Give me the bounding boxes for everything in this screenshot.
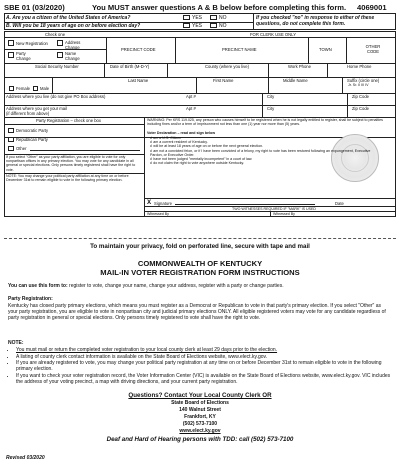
new-registration-label: New Registration xyxy=(16,41,48,46)
female-checkbox[interactable] xyxy=(9,86,14,91)
question-b-yes-checkbox[interactable] xyxy=(183,23,190,28)
party-registration-text: Kentucky has closed party primary elections, which means you must register as a Democrat or Republican to vote in that party's primary election. If you select "Other" as your party registration, you are eligible to vote in nonpartisan city and judicial primary elections ONLY. All eligible registered voters may vote for any candidate regardless of party registration in general or special elections. Only persons timely registered to vote shall have the right to vote. xyxy=(8,303,386,321)
signature-label: Signature xyxy=(154,201,172,206)
witness-heading: TWO WITNESSES REQUIRED IF "MARK" IS USED xyxy=(232,207,317,211)
party-change-label: Party Change xyxy=(16,51,31,61)
note-item: • A listing of county clerk contact information is available on the State Board of Elections website, www.elect.ky.gov. xyxy=(16,354,392,360)
address-live-city-label: City xyxy=(267,94,275,99)
notes-list xyxy=(10,347,392,385)
other-party-label: Other xyxy=(16,146,27,151)
perforated-line xyxy=(4,238,396,239)
question-b: B. Will you be 18 years of age on or before election day? xyxy=(6,23,141,29)
question-b-no-label: NO xyxy=(219,23,227,29)
signature-x: X xyxy=(147,199,152,206)
question-a-yes-label: YES xyxy=(192,15,203,21)
revised-date: Revised 03/2020 xyxy=(6,455,45,461)
board-street: 140 Walnut Street xyxy=(179,407,221,413)
address-mail-zip-label: Zip Code xyxy=(352,106,369,111)
declaration-item: • I do not claim the right to vote anywhere outside Kentucky. xyxy=(150,161,376,165)
eligibility-note: If you checked "no" in response to either of these questions, do not complete this form. xyxy=(256,14,375,27)
note-heading: NOTE: xyxy=(8,340,24,346)
suffix-label: Suffix (circle one) xyxy=(347,78,380,83)
board-website-link[interactable]: www.elect.ky.gov xyxy=(179,428,221,434)
other-party-input[interactable] xyxy=(30,150,140,151)
declaration-heading: Voter Declaration – read and sign below xyxy=(147,131,216,135)
clerk-use-label: FOR CLERK USE ONLY xyxy=(250,32,296,37)
party-registration-heading: Party Registration: xyxy=(8,296,53,302)
female-label: Female xyxy=(16,86,30,91)
democratic-label: Democratic Party xyxy=(16,128,49,133)
questions-heading: Questions? Contact Your Local County Clerk OR xyxy=(128,392,272,399)
democratic-checkbox[interactable] xyxy=(8,128,14,133)
instructions-title-2: MAIL-IN VOTER REGISTRATION FORM INSTRUCTIONS xyxy=(100,268,300,277)
form-number: 4069001 xyxy=(357,3,387,12)
witness-1-label: Witnessed By xyxy=(147,212,169,216)
question-a-no-checkbox[interactable] xyxy=(210,15,217,20)
board-name: State Board of Elections xyxy=(171,400,229,406)
first-name-label: First Name xyxy=(213,78,234,83)
declaration-item: • I am a U.S. Citizen xyxy=(150,136,376,140)
party-change-note: NOTE: You may change your political party affiliation at any time on or before December 31st to remain eligible to vote in the following primary election. xyxy=(6,174,129,183)
witness-2-label: Witnessed By xyxy=(273,212,295,216)
dob-label: Date of Birth (M-D-Y) xyxy=(110,64,150,69)
declaration-item: • I am not a convicted felon, or if I have been convicted of a felony, my right to vote has been restored following an expungement, Executive Pardon, or Executive Order. xyxy=(150,149,376,157)
declaration-item: • I have not been judged "mentally incompetent" in a court of law. xyxy=(150,157,376,161)
warning-text: WARNING: Per KRS 119.025, any person who causes himself to be registered when he is not legally entitled to register, shall be subject to penalties including fines and/or a term of imprisonment not less than one (1) year nor more than (5) years. xyxy=(147,118,383,127)
name-change-checkbox[interactable] xyxy=(57,52,63,58)
declaration-item: • I am a current resident of Kentucky. xyxy=(150,140,376,144)
middle-name-label: Middle Name xyxy=(283,78,308,83)
precinct-name-label: PRECINCT NAME xyxy=(222,47,257,52)
form-id: SBE 01 (03/2020) xyxy=(4,3,65,12)
form-use-label: You can use this form to: xyxy=(8,283,68,289)
address-mail-apt-label: Apt # xyxy=(186,106,196,111)
new-registration-checkbox[interactable] xyxy=(8,40,14,46)
form-use-text: register to vote, change your name, change your address, register with a party or change parties. xyxy=(67,283,284,289)
note-item: • You must mail or return the completed voter registration to your local county clerk at least 29 days prior to the election. xyxy=(16,347,392,353)
republican-checkbox[interactable] xyxy=(8,137,14,142)
question-b-yes-label: YES xyxy=(192,23,203,29)
board-phone: (502) 573-7100 xyxy=(182,421,218,427)
board-city: Frankfort, KY xyxy=(184,414,216,420)
male-checkbox[interactable] xyxy=(33,86,38,91)
address-change-checkbox[interactable] xyxy=(57,40,63,46)
address-mail-note: (if different from above) xyxy=(6,111,50,116)
other-party-note: If you select "Other" as your party affiliation, you are eligible to vote for only nonpartisan offices in any primary election. You may vote for any candidate in all general or special elections. Only persons timely registered shall have the right to vote. xyxy=(6,155,136,172)
party-heading: Party Registration – check one box xyxy=(36,118,101,123)
fold-instruction: To maintain your privacy, fold on perforated line, secure with tape and mail xyxy=(90,243,310,250)
note-item: • If you want to check your voter registration record, the Voter Information Center (VIC) is available on the State Board of Elections website, www.elect.ky.gov. VIC includes the address of your voting precinct, a map with driving directions, and your current party registration. xyxy=(16,373,392,385)
check-one-label: Check one xyxy=(45,32,66,37)
instructions-title-1: COMMONWEALTH OF KENTUCKY xyxy=(137,259,263,268)
male-label: Male xyxy=(40,86,50,91)
home-phone-label: Home Phone xyxy=(347,64,372,69)
address-live-apt-label: Apt # xyxy=(186,94,196,99)
other-party-checkbox[interactable] xyxy=(8,146,14,151)
name-change-label: Name Change xyxy=(65,51,80,61)
question-a-yes-checkbox[interactable] xyxy=(183,15,190,20)
question-a: A. Are you a citizen of the United States of America? xyxy=(6,15,131,21)
header-instruction: You MUST answer questions A & B below before completing this form. xyxy=(92,3,347,12)
address-change-label: Address Change xyxy=(65,40,81,50)
address-mail-label: Address where you get your mail xyxy=(6,106,67,111)
declaration-item: • I will be at least 18 years of age on or before the next general election. xyxy=(150,144,376,148)
other-code-label: OTHER CODE xyxy=(365,44,381,54)
form-use-paragraph xyxy=(8,283,392,289)
republican-label: Republican Party xyxy=(16,137,48,142)
work-phone-label: Work Phone xyxy=(288,64,311,69)
question-b-no-checkbox[interactable] xyxy=(210,23,217,28)
tdd-line: Deaf and Hard of Hearing persons with TDD: call (502) 573-7100 xyxy=(106,436,294,443)
county-label: County (where you live) xyxy=(205,64,249,69)
declaration-list xyxy=(150,136,376,165)
note-item: • If you are already registered to vote, you may change your political party registration at any time on or before December 31st to remain eligible to vote in the following primary election. xyxy=(16,360,392,372)
suffix-options[interactable]: Jr. Sr. II III IV xyxy=(348,83,369,87)
last-name-label: Last Name xyxy=(128,78,149,83)
address-mail-city-label: City xyxy=(267,106,275,111)
ssn-label: Social Security Number xyxy=(35,64,79,69)
party-change-checkbox[interactable] xyxy=(8,52,14,58)
date-label: Date xyxy=(335,201,344,206)
town-label: TOWN xyxy=(319,47,332,52)
question-a-no-label: NO xyxy=(219,15,227,21)
signature-input[interactable] xyxy=(175,199,315,205)
address-live-zip-label: Zip Code xyxy=(352,94,369,99)
precinct-code-label: PRECINCT CODE xyxy=(121,47,156,52)
address-live-label: Address where you live (do not give PO Box address) xyxy=(6,94,106,99)
